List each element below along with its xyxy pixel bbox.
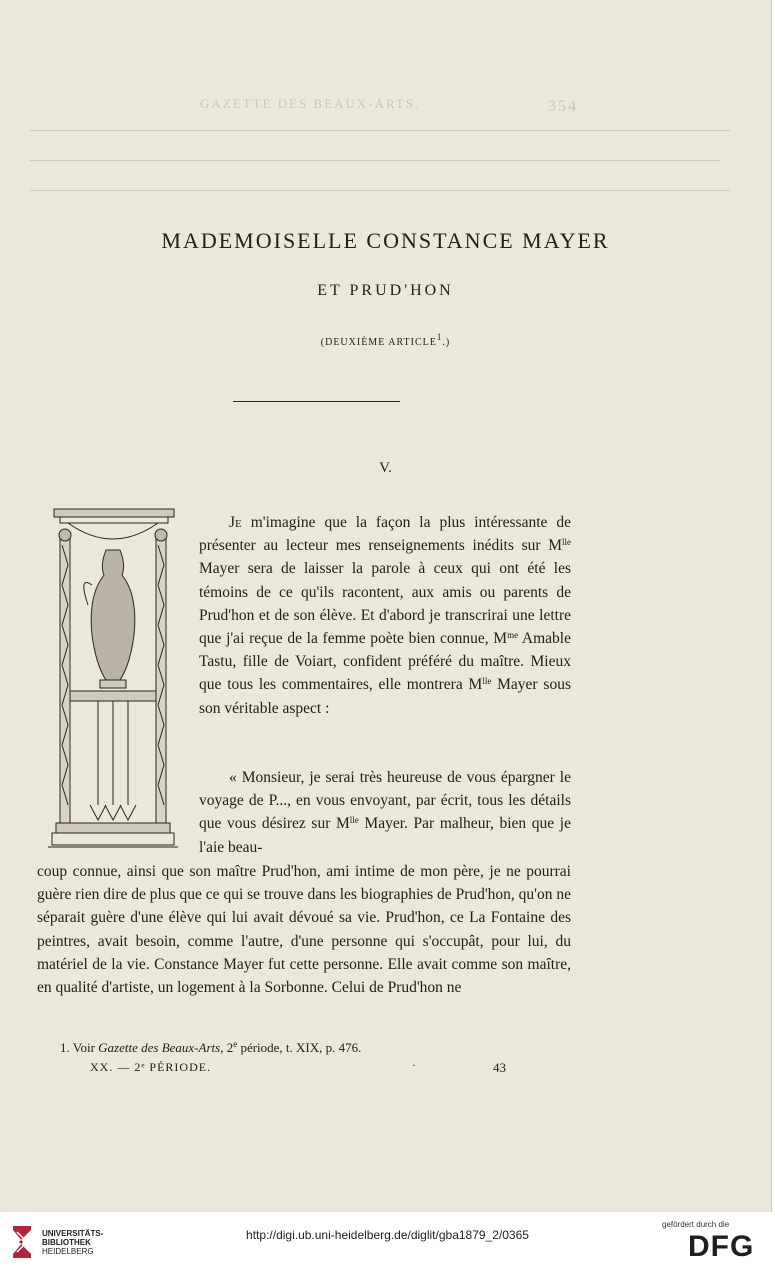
signature-number: 43	[493, 1060, 506, 1075]
sponsor-caption: gefördert durch die	[662, 1220, 730, 1229]
folio-dot: ·	[412, 1058, 416, 1072]
paragraph-intro: Je m'imagine que la façon la plus intéressante de présenter au lecteur mes renseignements inédits sur $M^{lle}$ Mayer sera de laisser la parole à ceux qui ont été les témoins de ce qu'ils racontent, aux amis ou parents de Prud'hon et de son élève. Et d'abord je transcrirai une lettre que j'ai reçue de la femme poète bien connue, $M^{me}$ Amable Tastu, fille de Voiart, confident préféré du maître. Mieux que tous les commentaires, elle montrera $M^{lle}$ Mayer sous son véritable aspect :	[199, 514, 571, 717]
title-rule	[233, 401, 400, 402]
bleed-through-running-head: GAZETTE DES BEAUX-ARTS.	[200, 96, 421, 111]
article-subtitle: ET PRUD'HON	[317, 282, 454, 299]
library-name[interactable]: UNIVERSITÄTS- BIBLIOTHEK HEIDELBERG	[42, 1229, 104, 1256]
viewer-footer	[0, 1212, 775, 1270]
bleed-through-line	[30, 190, 730, 191]
paragraph-letter-start: « Monsieur, je serai très heureuse de vous épargner le voyage de P..., en vous envoyant, par écrit, tous les détails que vous désirez sur $M^{lle}$ Mayer. Par malheur, bien que je l'aie beau-	[199, 769, 571, 856]
dfg-logo[interactable]: DFG	[688, 1230, 755, 1263]
footnote: 1. Voir Gazette des Beaux-Arts, 2e période, t. XIX, p. 476.	[60, 1039, 362, 1055]
section-number: V.	[379, 460, 392, 476]
article-note: (DEUXIÈME ARTICLE$^1$.)	[320, 332, 451, 348]
paragraph-letter-continued: coup connue, ainsi que son maître Prud'hon, ami intime de mon père, je ne pourrai guère rien dire de plus que ce qui se trouve dans les biographies de Prud'hon, qu'on ne séparait guère d'une élève qui lui avait dévoué sa vie. Prud'hon, ce La Fontaine des peintres, avait besoin, comme l'autre, d'une personne qui s'occupât, pour lui, du matériel de la vie. Constance Mayer fut cette personne. Elle avait comme son maître, en qualité d'artiste, un logement à la Sorbonne. Celui de Prud'hon ne	[37, 863, 571, 997]
bleed-through-page-number: 354	[548, 98, 578, 115]
vase-stand-engraving	[48, 505, 178, 850]
bleed-through-line	[30, 160, 720, 161]
permalink-url[interactable]: http://digi.ub.uni-heidelberg.de/diglit/gba1879_2/0365	[246, 1228, 529, 1242]
volume-signature: XX. — 2ᵉ PÉRIODE.	[90, 1060, 212, 1074]
article-title: MADEMOISELLE CONSTANCE MAYER	[161, 228, 610, 253]
bleed-through-line	[30, 130, 730, 131]
